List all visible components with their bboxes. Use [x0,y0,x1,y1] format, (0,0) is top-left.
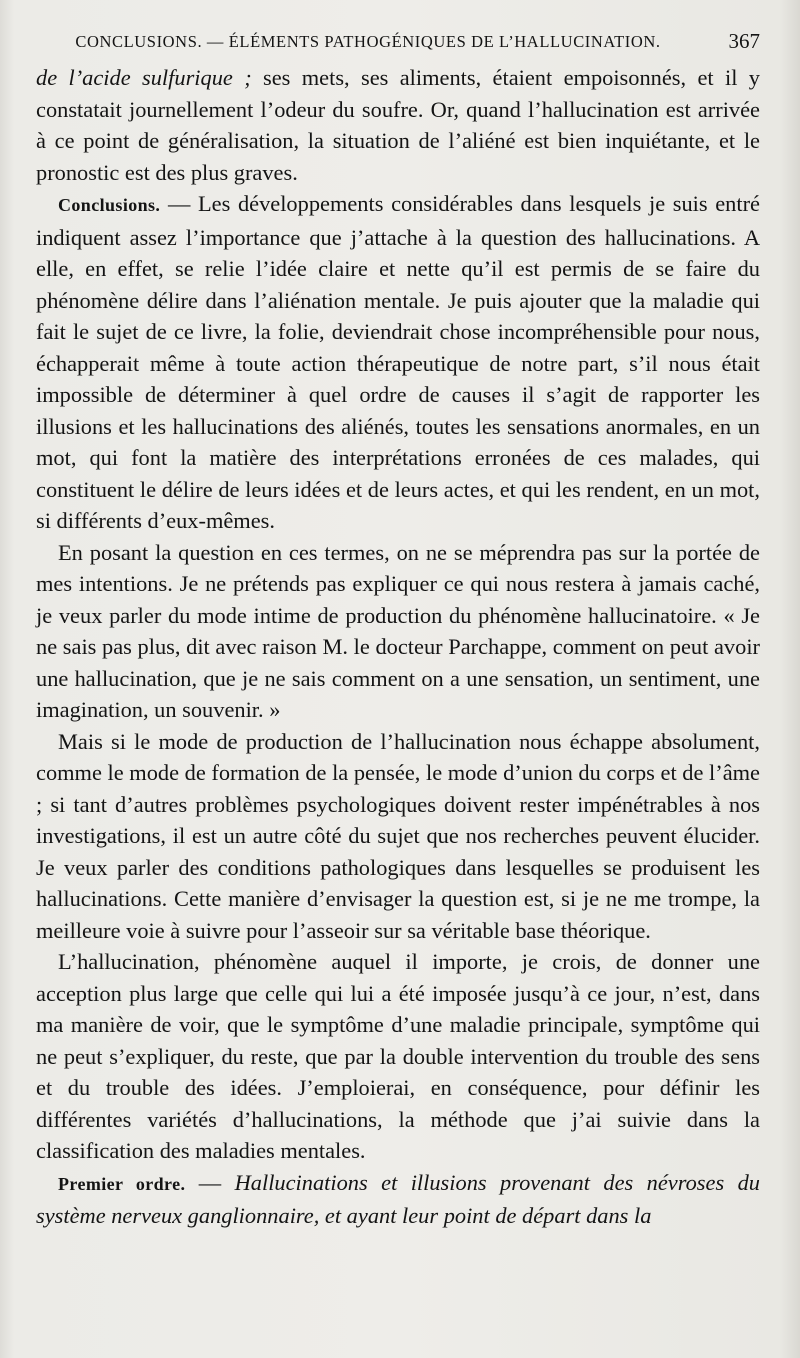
dash: — [185,1169,235,1195]
paragraph: En posant la question en ces termes, on ne se méprendra pas sur la portée de mes intentions. Je ne prétends pas expliquer ce qui nous restera à jamais caché, je veux parler du mode intime de production du phénomène hallucinatoire. « Je ne sais pas plus, dit avec raison M. le docteur Parchappe, comment on peut avoir une hallucination, que je ne sais comment on a une sensation, un sentiment, une imagination, un souvenir. » [36,539,760,722]
paragraph-text: — Les développements considérables dans lesquels je suis entré indiquent assez l’importance que j’attache à la question des hallucinations. A elle, en effet, se relie l’idée claire et nette qu’il est permis de se faire du phénomène délire dans l’aliénation mentale. Je puis ajouter que la maladie qui fait le sujet de ce livre, la folie, deviendrait chose incompréhensible pour nous, échapperait même à toute action thérapeutique de notre part, s’il nous était impossible de déterminer à quel ordre de causes il s’agit de rapporter les illusions et les hallucinations des aliénés, toutes les sensations anormales, en un mot, qui font la matière des interprétations erronées de ces malades, qui constituent le délire de leurs idées et de leurs actes, et qui les rendent, en un mot, si différents d’eux-mêmes. [36,191,760,533]
paragraph-text: ses mets, ses aliments, étaient empoisonnés, et il y constatait journellement l’odeur du soufre. Or, quand l’hallucination est arrivée à ce point de généralisation, la situation de l’aliéné est bien inquiétante, et le pronostic est des plus graves. [36,65,760,185]
section-heading-conclusions: Conclusions. [58,195,161,215]
running-title: CONCLUSIONS. — ÉLÉMENTS PATHOGÉNIQUES DE L’HALLUCINATION. [75,32,661,51]
italic-phrase: de l’acide sulfurique ; [36,65,252,90]
page-number: 367 [728,29,760,53]
paragraph-premier-ordre [36,1167,760,1232]
italic-definition: Hallucinations et illusions provenant des névroses du système nerveux ganglionnaire, et ayant leur point de départ dans la [36,1169,760,1228]
paragraph: Mais si le mode de production de l’hallucination nous échappe absolument, comme le mode de formation de la pensée, le mode d’union du corps et de l’âme ; si tant d’autres problèmes psychologiques doivent rester impénétrables à nos investigations, il est un autre côté du sujet que nos recherches peuvent élucider. Je veux parler des conditions pathologiques dans lesquelles se produisent les hallucinations. Cette manière d’envisager la question est, si je ne me trompe, la meilleure voie à suivre pour l’asseoir sur sa véritable base théorique. [36,728,760,943]
paragraph-continuation [36,62,760,188]
paragraph: L’hallucination, phénomène auquel il importe, je crois, de donner une acception plus large que celle qui lui a été imposée jusqu’à ce jour, n’est, dans ma manière de voir, que le symptôme d’une maladie principale, symptôme qui ne peut s’expliquer, du reste, que par la double intervention du trouble des sens et du trouble des idées. J’emploierai, en conséquence, pour définir les différentes variétés d’hallucinations, la méthode que j’ai suivie dans la classification des maladies mentales. [36,949,760,1163]
body-text [36,62,760,1232]
paragraph-conclusions [36,188,760,537]
section-heading-premier-ordre: Premier ordre. [58,1173,186,1194]
running-head [36,29,760,62]
